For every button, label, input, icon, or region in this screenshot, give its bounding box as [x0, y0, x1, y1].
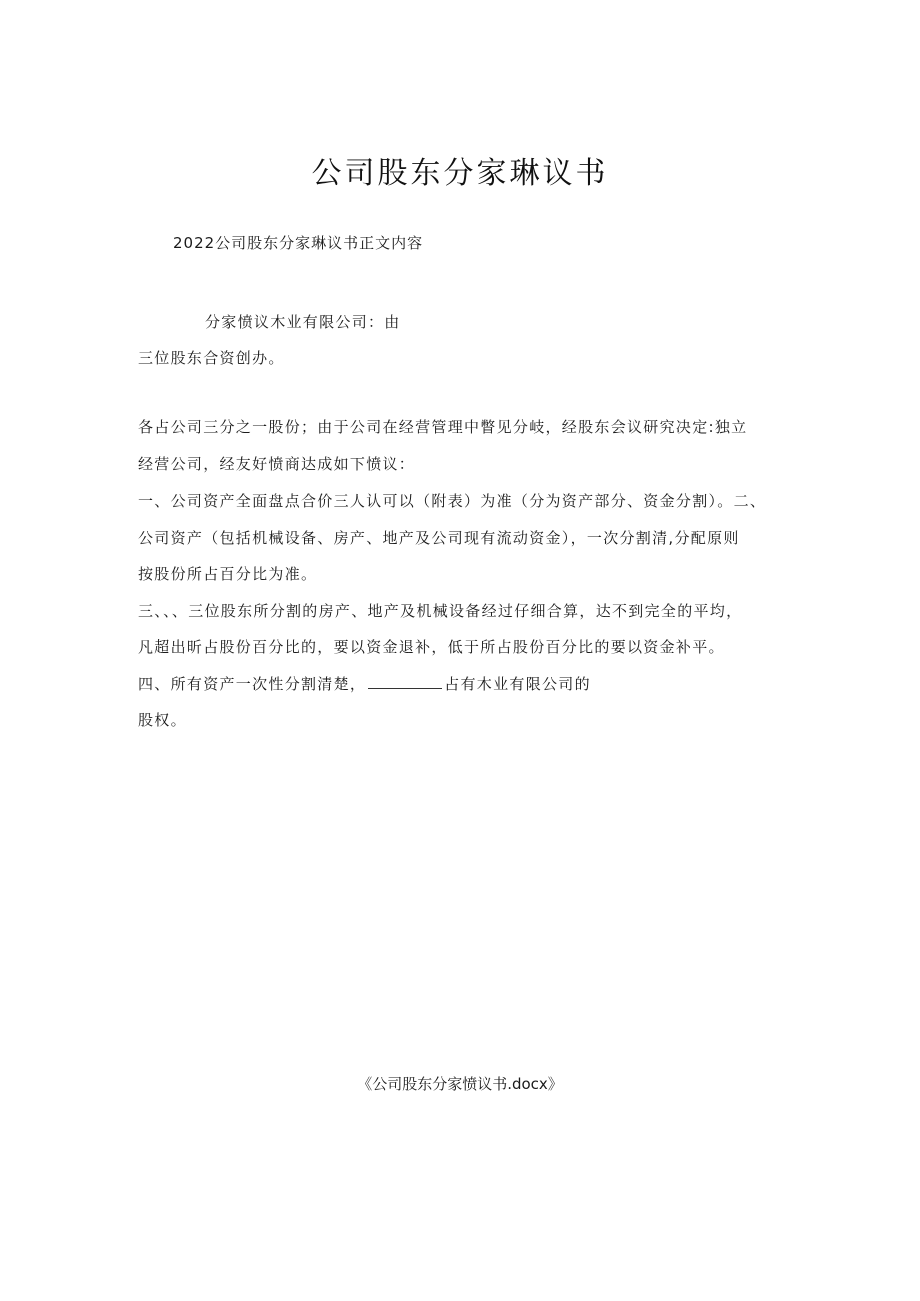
body-line-9: 凡超出昕占股份百分比的，要以资金退补，低于所占股份百分比的要以资金补平。 — [138, 638, 725, 656]
body-line-8: 三、、、三位股东所分割的房产、地产及机械设备经过仔细合算，达不到完全的平均， — [138, 602, 743, 620]
document-title: 公司股东分家琳议书 — [311, 156, 609, 191]
body-line-10 — [138, 673, 591, 694]
fill-in-blank — [368, 674, 442, 689]
body-line-11: 股权。 — [138, 711, 187, 729]
document-footer-filename: 《公司股东分家愤议书.docx》 — [357, 1075, 563, 1093]
body-line-4: 经营公司，经友好愤商达成如下愤议： — [138, 455, 416, 473]
body-line-3: 各占公司三分之一股份；由于公司在经营管理中瞥见分岐，经股东会议研究决定:独立 — [138, 418, 748, 436]
body-line-2: 三位股东合资创办。 — [138, 349, 285, 367]
document-subtitle: 2022公司股东分家琳议书正文内容 — [173, 234, 424, 252]
body-line-7: 按股份所占百分比为准。 — [138, 565, 318, 583]
body-line-5: 一、公司资产全面盘点合价三人认可以（附表）为准（分为资产部分、资金分割）。二、 — [138, 492, 767, 510]
body-line-10-start: 四、所有资产一次性分割清楚， — [138, 675, 367, 693]
body-line-10-end: 占有木业有限公司的 — [444, 675, 591, 693]
body-line-1: 分家愤议木业有限公司：由 — [205, 313, 401, 331]
body-line-6: 公司资产（包括机械设备、房产、地产及公司现有流动资金），一次分割清,分配原则 — [138, 529, 740, 547]
